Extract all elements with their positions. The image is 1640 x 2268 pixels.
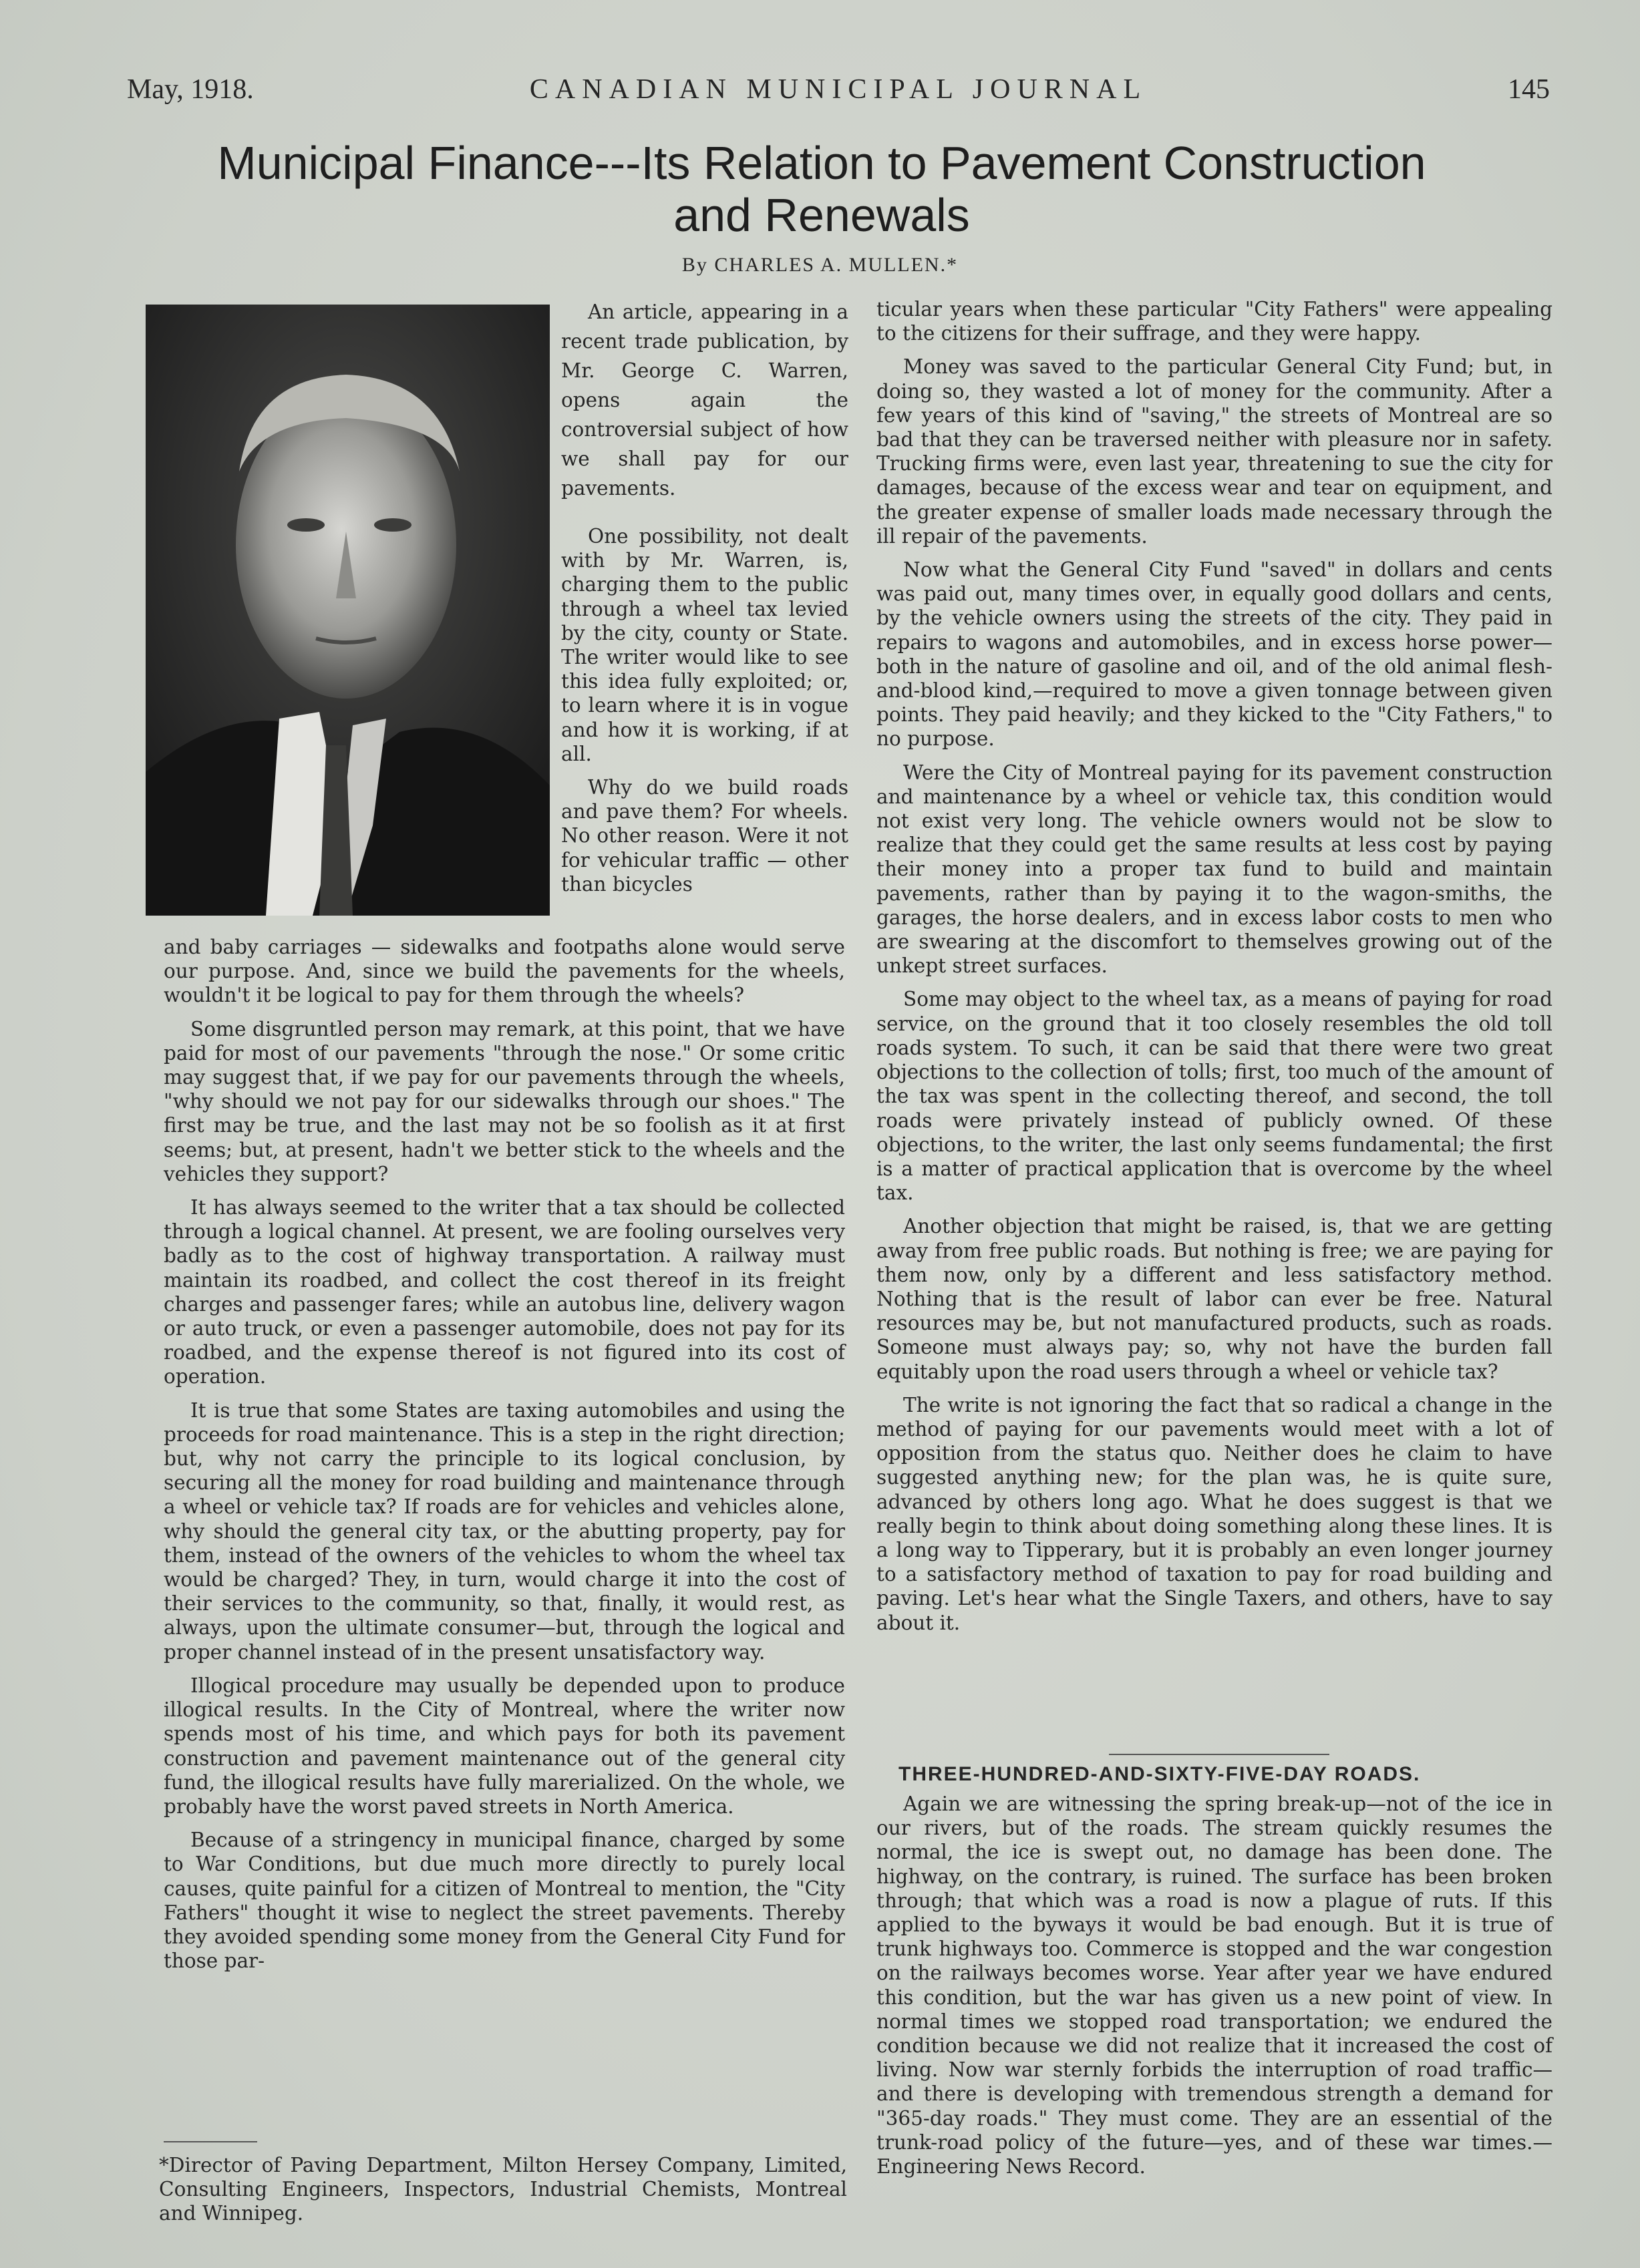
page-number: 145: [1508, 74, 1550, 105]
intro-paragraph: [561, 297, 848, 503]
right-paragraph-6: Another objection that might be raised, is, that we are getting away from free public roads. But nothing is free; we are paying for them now, only by a different and less satisfactory method. Nothing that is the result of labor can ever be free. Natural resources may be, but not manufactured products, such as roads. Someone must always pay; so, why not have the burden fall equitably upon the road users through a wheel or vehicle tax?: [876, 1215, 1552, 1383]
left-paragraph-6: Because of a stringency in municipal finance, charged by some to War Conditions, but due much more directly to purely local causes, quite painful for a citizen of Montreal to mention, the "City Fathers" thought it wise to neglect the street pavements. Thereby they avoided spending some money from the General City Fund for those par-: [164, 1829, 845, 1973]
left-paragraph-4: It is true that some States are taxing automobiles and using the proceeds for road maintenance. This is a step in the right direction; but, why not carry the principle to its logical conclusion, by securing all the money for road building and maintenance through a wheel or vehicle tax? If roads are for vehicles and vehicles alone, why should the general city tax, or the abutting property, pay for them, instead of the owners of the vehicles to whom the wheel tax would be charged? They, in turn, would charge it into the cost of their services to the community, so that, finally, it would rest, as always, upon the ultimate consumer—but, through the logical and proper channel instead of in the present unsatisfactory way.: [164, 1398, 845, 1664]
right-paragraph-2: Money was saved to the particular General City Fund; but, in doing so, they wasted a lot of money for the community. After a few years of this kind of "saving," the streets of Montreal are so bad that they can be traversed neither with pleasure nor in safety. Trucking firms were, even last year, threatening to sue the city for damages, because of the excess wear and tear on equipment, and the greater expense of smaller loads made necessary through the ill repair of the pavements.: [876, 355, 1552, 548]
left-paragraph-5: Illogical procedure may usually be depended upon to produce illogical results. In the City of Montreal, where the writer now spends most of his time, and which pays for both its pavement construction and pavement maintenance out of the general city fund, the illogical results have fully marerialized. On the whole, we probably have the worst paved streets in North America.: [164, 1674, 845, 1818]
right-paragraph-4: Were the City of Montreal paying for its pavement construction and maintenance by a wheel or vehicle tax, this condition would not exist very long. The vehicle owners would not be slow to realize that they could get the same results at less cost by paying their money into a proper tax fund to build and maintain pavements, rather than by paying it to the wagon-smiths, the garages, the horse dealers, and in excess labor costs to men who are swearing at the discomfort to themselves growing out of the unkept street surfaces.: [876, 761, 1552, 978]
wrap-column: [561, 524, 848, 896]
right-paragraph-7: The write is not ignoring the fact that so radical a change in the method of paying for our pavements would meet with a lot of opposition from the status quo. Neither does he claim to have suggested anything new; for the plan was, he is quite sure, advanced by others long ago. What he does suggest is that we really begin to think about doing something along these lines. It is a long way to Tipperary, but it is probably an even longer journey to a satisfactory method of taxation to pay for road building and paving. Let's hear what the Single Taxers, and others, have to say about it.: [876, 1393, 1552, 1634]
left-paragraph-3: It has always seemed to the writer that a tax should be collected through a logical channel. At present, we are fooling ourselves very badly as to the cost of highway transportation. A railway must maintain its roadbed, and collect the cost thereof in its freight charges and passenger fares; while an autobus line, delivery wagon or auto truck, or even a passenger automobile, does not pay for its roadbed, and the expense thereof is not figured into its cost of operation.: [164, 1196, 845, 1388]
article-title: [200, 137, 1443, 241]
sidebar-article: [876, 1792, 1552, 2179]
left-paragraph-2: Some disgruntled person may remark, at this point, that we have paid for most of our pavements "through the nose." Or some critic may suggest that, if we pay for our pavements through the wheels, "why should we not pay for our sidewalks through our shoes." The first may be true, and the last may not be so foolish as it at first seems; but, at present, hadn't we better stick to the wheels and the vehicles they support?: [164, 1017, 845, 1185]
wrap-paragraph-2: Why do we build roads and pave them? For wheels. No other reason. Were it not for vehicular traffic — other than bicycles: [561, 776, 848, 896]
wrap-paragraph-1: One possibility, not dealt with by Mr. Warren, is, charging them to the public through a wheel tax levied by the city, county or State. The writer would like to see this idea fully exploited; or, to learn where it is in vogue and how it is working, if at all.: [561, 525, 848, 765]
title-line-2: and Renewals: [673, 189, 970, 241]
issue-date: May, 1918.: [127, 74, 254, 105]
section-divider: [1109, 1754, 1329, 1755]
left-paragraph-1: and baby carriages — sidewalks and footpaths alone would serve our purpose. And, since we build the pavements for the wheels, wouldn't it be logical to pay for them through the wheels?: [164, 936, 845, 1007]
right-column: [876, 297, 1552, 1635]
footnote: *Director of Paving Department, Milton Hersey Company, Limited, Consulting Engineers, Inspectors, Industrial Chemists, Montreal and Winnipeg.: [159, 2154, 847, 2225]
sidebar-body: Again we are witnessing the spring break-up—not of the ice in our rivers, but of the roads. The stream quickly resumes the normal, the ice is swept out, no damage has been done. The highway, on the contrary, is ruined. The surface has been broken through; that which was a road is now a plague of ruts. If this applied to the byways it would be bad enough. But it is true of trunk highways too. Commerce is stopped and the war congestion on the railways becomes worse. Year after year we have endured this condition, but the war has given us a new point of view. In normal times we stopped road transportation; we endured the condition because we did not realize that it increased the cost of living. Now war sternly forbids the interruption of road traffic—and there is developing with tremendous strength a demand for "365-day roads." They must come. They are an essential of the trunk-road policy of the future—yes, and of these war times.—Engineering News Record.: [876, 1792, 1552, 2179]
right-paragraph-1: ticular years when these particular "City Fathers" were appealing to the citizens for their suffrage, and they were happy.: [876, 298, 1552, 345]
portrait-image: [146, 305, 550, 916]
author-portrait: [146, 305, 550, 916]
journal-name: CANADIAN MUNICIPAL JOURNAL: [529, 74, 1148, 105]
right-paragraph-5: Some may object to the wheel tax, as a means of paying for road service, on the ground that it too closely resembles the old toll roads system. To such, it can be said that there were two great objections to the collection of tolls; first, too much of the amount of the tax was spent in the collecting thereof, and second, the toll roads were privately instead of publicly owned. Of these objections, to the writer, the last only seems fundamental; the first is a matter of practical application that is overcome by the wheel tax.: [876, 988, 1552, 1205]
running-head: [127, 73, 1550, 114]
title-line-1: Municipal Finance---Its Relation to Pavement Construction: [217, 137, 1426, 189]
right-paragraph-3: Now what the General City Fund "saved" in dollars and cents was paid out, many times over, in equally good dollars and cents, by the vehicle owners using the streets of the city. They paid in repairs to wagons and automobiles, and in excess horse power—both in the nature of gasoline and oil, and of the old animal flesh-and-blood kind,—required to move a given tonnage between given points. They paid heavily; and they kicked to the "City Fathers," to no purpose.: [876, 558, 1552, 751]
sidebar-heading: THREE-HUNDRED-AND-SIXTY-FIVE-DAY ROADS.: [898, 1763, 1421, 1785]
footnote-rule: [164, 2141, 257, 2142]
left-column: [164, 935, 845, 1973]
byline: By CHARLES A. MULLEN.*: [681, 254, 959, 276]
intro-text: An article, appearing in a recent trade publication, by Mr. George C. Warren, opens again the controversial subject of how we shall pay for our pavements.: [561, 301, 848, 500]
